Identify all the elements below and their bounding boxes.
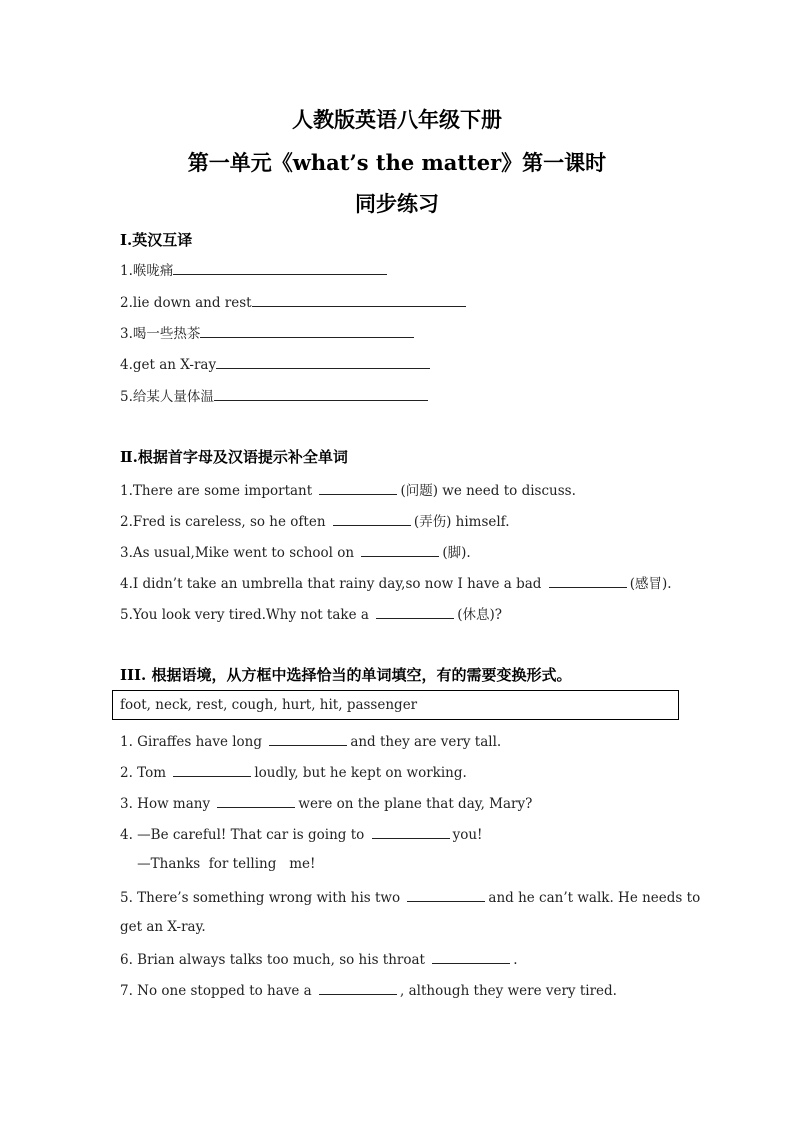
answer-blank[interactable] bbox=[361, 542, 439, 557]
page-subtitle: 第一单元《what’s the matter》第一课时 bbox=[187, 150, 607, 175]
item-text: 3.喝一些热茶 bbox=[120, 326, 201, 342]
item-text: 5. There’s something wrong with his two bbox=[120, 890, 405, 906]
section2-item bbox=[120, 573, 672, 593]
item-text: (问题) we need to discuss. bbox=[400, 483, 576, 499]
page-subtitle-practice: 同步练习 bbox=[355, 191, 439, 216]
item-text: (感冒). bbox=[629, 576, 672, 592]
item-text: (休息)? bbox=[457, 607, 502, 623]
answer-blank[interactable] bbox=[173, 260, 387, 275]
item-text: 3.As usual,Mike went to school on bbox=[120, 545, 359, 561]
section3-item-continuation bbox=[120, 918, 206, 936]
item-text: and he can’t walk. He needs to bbox=[488, 890, 701, 906]
item-text: 2. Tom bbox=[120, 765, 171, 781]
page-title: 人教版英语八年级下册 bbox=[292, 107, 502, 132]
item-text: loudly, but he kept on working. bbox=[254, 765, 467, 781]
answer-blank[interactable] bbox=[376, 604, 454, 619]
section2-item bbox=[120, 511, 510, 531]
item-text: 5.给某人量体温 bbox=[120, 389, 214, 405]
item-text: 1.喉咙痛 bbox=[120, 263, 174, 279]
answer-blank[interactable] bbox=[319, 480, 397, 495]
answer-blank[interactable] bbox=[372, 824, 450, 839]
section3-item bbox=[120, 824, 482, 844]
item-text: 4.get an X-ray bbox=[120, 357, 217, 373]
section2-item bbox=[120, 480, 576, 500]
answer-blank[interactable] bbox=[549, 573, 627, 588]
answer-blank[interactable] bbox=[333, 511, 411, 526]
item-text: you! bbox=[452, 827, 483, 843]
answer-blank[interactable] bbox=[407, 887, 485, 902]
section3-item bbox=[120, 762, 467, 782]
item-text: 7. No one stopped to have a bbox=[120, 983, 317, 999]
item-text: and they are very tall. bbox=[350, 734, 502, 750]
answer-blank[interactable] bbox=[252, 292, 466, 307]
answer-blank[interactable] bbox=[214, 386, 428, 401]
answer-blank[interactable] bbox=[216, 354, 430, 369]
item-text: , although they were very tired. bbox=[400, 983, 617, 999]
answer-blank[interactable] bbox=[217, 793, 295, 808]
item-text: 6. Brian always talks too much, so his throat bbox=[120, 952, 430, 968]
item-text: 3. How many bbox=[120, 796, 215, 812]
section1-item bbox=[120, 260, 390, 280]
item-text: —Thanks for telling me! bbox=[120, 856, 316, 872]
section1-item bbox=[120, 354, 433, 374]
item-text: 2.lie down and rest bbox=[120, 295, 252, 311]
section3-item bbox=[120, 887, 700, 907]
item-text: 4. —Be careful! That car is going to bbox=[120, 827, 369, 843]
section1-item bbox=[120, 386, 431, 406]
section3-item bbox=[120, 793, 532, 813]
section2-item bbox=[120, 604, 502, 624]
item-text: 5.You look very tired.Why not take a bbox=[120, 607, 374, 623]
item-text: . bbox=[513, 952, 518, 968]
item-text: 4.I didn’t take an umbrella that rainy day,so now I have a bad bbox=[120, 576, 546, 592]
section2-heading: Ⅱ.根据首字母及汉语提示补全单词 bbox=[120, 448, 348, 466]
section3-heading: III. 根据语境，从方框中选择恰当的单词填空，有的需要变换形式。 bbox=[120, 666, 572, 684]
answer-blank[interactable] bbox=[269, 731, 347, 746]
section3-item bbox=[120, 980, 617, 1000]
answer-blank[interactable] bbox=[319, 980, 397, 995]
section3-item bbox=[120, 949, 518, 969]
item-text: (脚). bbox=[442, 545, 471, 561]
section1-item bbox=[120, 323, 417, 343]
item-text: 1. Giraffes have long bbox=[120, 734, 267, 750]
item-text: 2.Fred is careless, so he often bbox=[120, 514, 330, 530]
word-bank-box: foot, neck, rest, cough, hurt, hit, passenger bbox=[112, 690, 679, 720]
item-text: (弄伤) himself. bbox=[413, 514, 510, 530]
answer-blank[interactable] bbox=[432, 949, 510, 964]
item-text: 1.There are some important bbox=[120, 483, 317, 499]
section2-item bbox=[120, 542, 471, 562]
answer-blank[interactable] bbox=[173, 762, 251, 777]
section3-item bbox=[120, 731, 501, 751]
item-text: get an X-ray. bbox=[120, 919, 206, 935]
item-text: were on the plane that day, Mary? bbox=[298, 796, 533, 812]
section3-item-reply bbox=[120, 855, 315, 873]
section1-item bbox=[120, 292, 469, 312]
section1-heading: Ⅰ.英汉互译 bbox=[120, 231, 193, 249]
answer-blank[interactable] bbox=[200, 323, 414, 338]
